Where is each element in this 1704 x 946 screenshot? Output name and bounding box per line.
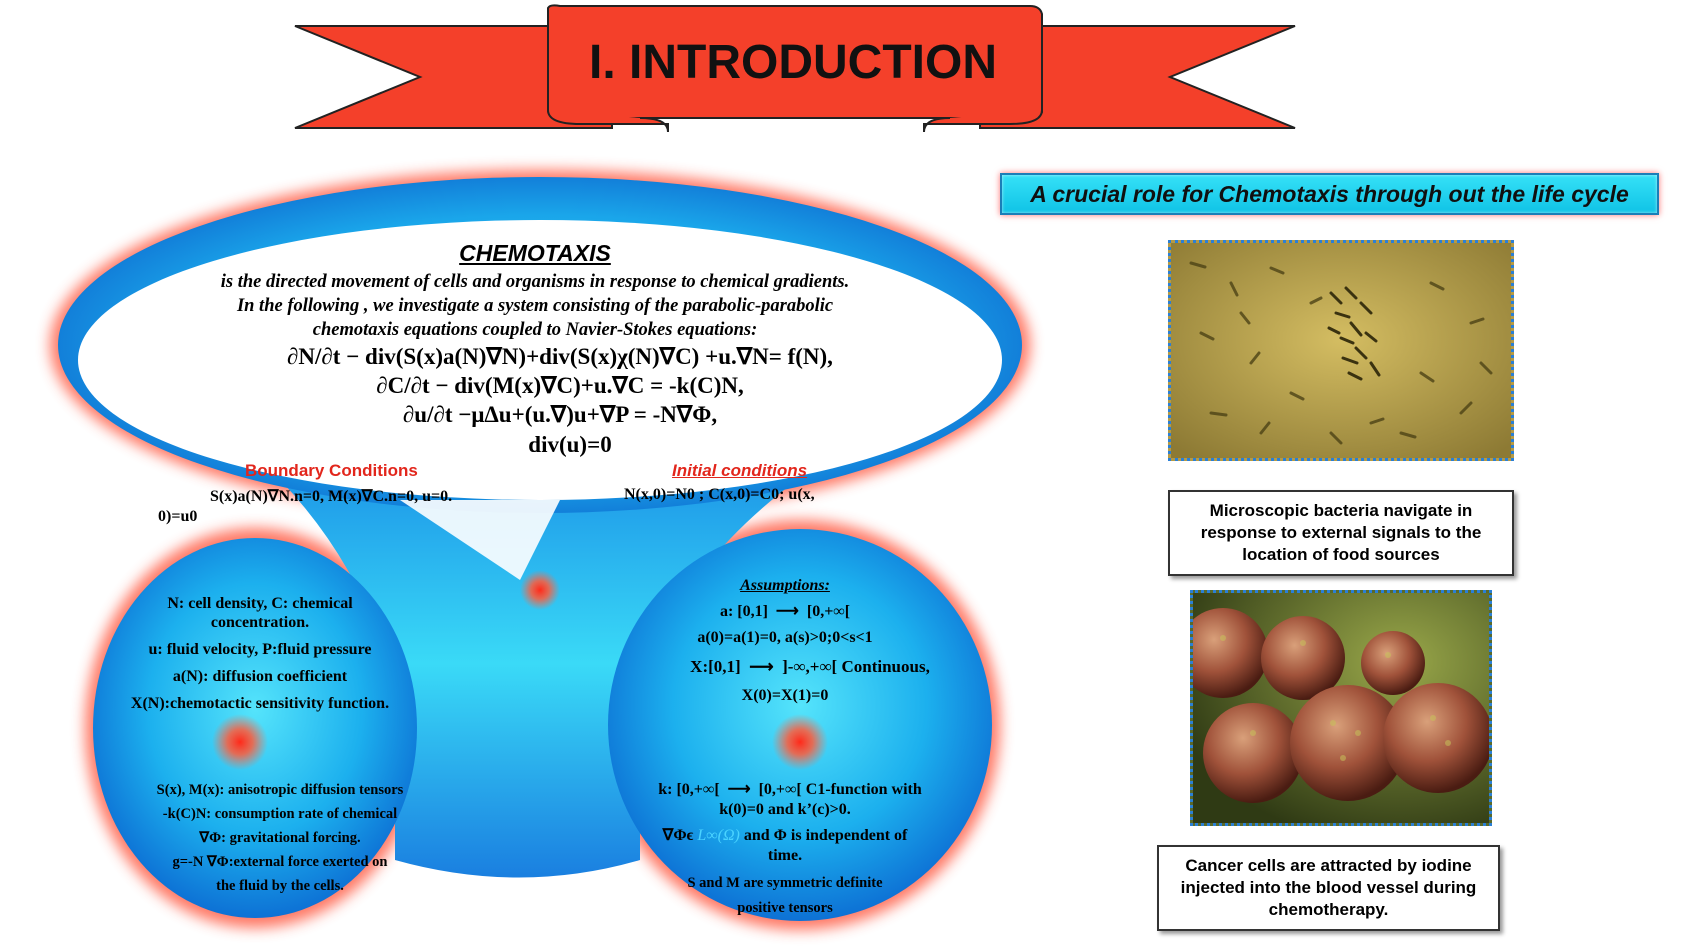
definition-line: the fluid by the cells. bbox=[216, 878, 344, 894]
map-codomain: ]-∞,+∞[ Continuous, bbox=[782, 657, 930, 676]
assumption-k-cond: k(0)=0 and k’(c)>0. bbox=[719, 801, 851, 818]
arrow-icon: ⟶ bbox=[723, 781, 755, 798]
bacteria-photo bbox=[1168, 240, 1514, 461]
boundary-conditions-label: Boundary Conditions bbox=[245, 461, 418, 480]
arrow-icon: ⟶ bbox=[771, 603, 803, 620]
assumption-x-map bbox=[640, 657, 980, 677]
assumption-x-cond: X(0)=X(1)=0 bbox=[741, 687, 829, 704]
phi-suffix: and Φ is independent of bbox=[743, 827, 908, 844]
initial-conditions-text-cont: 0)=u0 bbox=[158, 508, 198, 525]
boundary-conditions-text: S(x)a(N)∇N.n=0, M(x)∇C.n=0, u=0. bbox=[210, 488, 453, 505]
equation-3: ∂u/∂t −μΔu+(u.∇)u+∇P = -N∇Φ, bbox=[402, 402, 718, 427]
phi-prefix: ∇Φϵ bbox=[662, 827, 694, 844]
assumption-sm-1: S and M are symmetric definite bbox=[687, 875, 883, 891]
cancer-cells-photo-drawing bbox=[1193, 593, 1489, 823]
equation-2: ∂C/∂t − div(M(x)∇C)+u.∇C = -k(C)N, bbox=[376, 373, 744, 398]
bacteria-caption: Microscopic bacteria navigate in response to external signals to the location of food sources bbox=[1168, 490, 1514, 576]
definition-line: X(N):chemotactic sensitivity function. bbox=[130, 695, 390, 712]
equation-1: ∂N/∂t − div(S(x)a(N)∇N)+div(S(x)χ(N)∇C) +u.∇N= f(N), bbox=[287, 344, 833, 369]
definition-line: -k(C)N: consumption rate of chemical bbox=[162, 806, 398, 822]
intro-line: In the following , we investigate a system consisting of the parabolic-parabolic bbox=[236, 296, 834, 316]
assumption-sm-2: positive tensors bbox=[737, 900, 833, 916]
section-title: I. INTRODUCTION bbox=[589, 35, 997, 89]
chemotaxis-title: CHEMOTAXIS bbox=[459, 240, 611, 266]
map-codomain: [0,+∞[ bbox=[806, 603, 851, 620]
definition-line: N: cell density, C: chemical concentration. bbox=[167, 595, 353, 631]
assumption-a-cond: a(0)=a(1)=0, a(s)>0;0<s<1 bbox=[697, 629, 873, 646]
life-cycle-heading: A crucial role for Chemotaxis through out the life cycle bbox=[1000, 173, 1659, 215]
map-codomain: [0,+∞[ C1-function with bbox=[758, 781, 922, 798]
assumptions-title: Assumptions: bbox=[740, 577, 830, 594]
definition-line: u: fluid velocity, P:fluid pressure bbox=[148, 641, 372, 658]
intro-line: is the directed movement of cells and organisms in response to chemical gradients. bbox=[220, 272, 850, 292]
equation-4: div(u)=0 bbox=[528, 432, 612, 457]
definition-line: S(x), M(x): anisotropic diffusion tensors bbox=[156, 782, 404, 798]
map-domain: k: [0,+∞[ bbox=[658, 781, 720, 798]
assumption-k-map bbox=[600, 780, 980, 800]
cancer-cells-photo bbox=[1190, 590, 1492, 826]
definition-line: g=-N ∇Φ:external force exerted on bbox=[172, 854, 388, 870]
definition-line: a(N): diffusion coefficient bbox=[172, 668, 348, 685]
intro-line: chemotaxis equations coupled to Navier-Stokes equations: bbox=[312, 320, 758, 340]
assumption-phi bbox=[610, 826, 960, 846]
assumption-a-map bbox=[610, 602, 960, 622]
map-domain: X:[0,1] bbox=[690, 657, 741, 676]
arrow-icon: ⟶ bbox=[744, 657, 778, 676]
phi-space: L∞(Ω) bbox=[697, 827, 740, 844]
tensor-definitions bbox=[130, 778, 430, 898]
initial-conditions-text: N(x,0)=N0 ; C(x,0)=C0; u(x, bbox=[624, 486, 815, 503]
chemotaxis-intro bbox=[130, 270, 940, 342]
initial-conditions-label: Initial conditions bbox=[672, 461, 808, 480]
definition-line: ∇Φ: gravitational forcing. bbox=[199, 830, 361, 846]
cancer-cells-caption: Cancer cells are attracted by iodine injected into the blood vessel during chemotherapy. bbox=[1157, 845, 1500, 931]
map-domain: a: [0,1] bbox=[719, 603, 768, 620]
assumption-phi-cont: time. bbox=[767, 847, 803, 864]
variable-definitions bbox=[95, 594, 425, 713]
bacteria-photo-drawing bbox=[1171, 243, 1511, 458]
